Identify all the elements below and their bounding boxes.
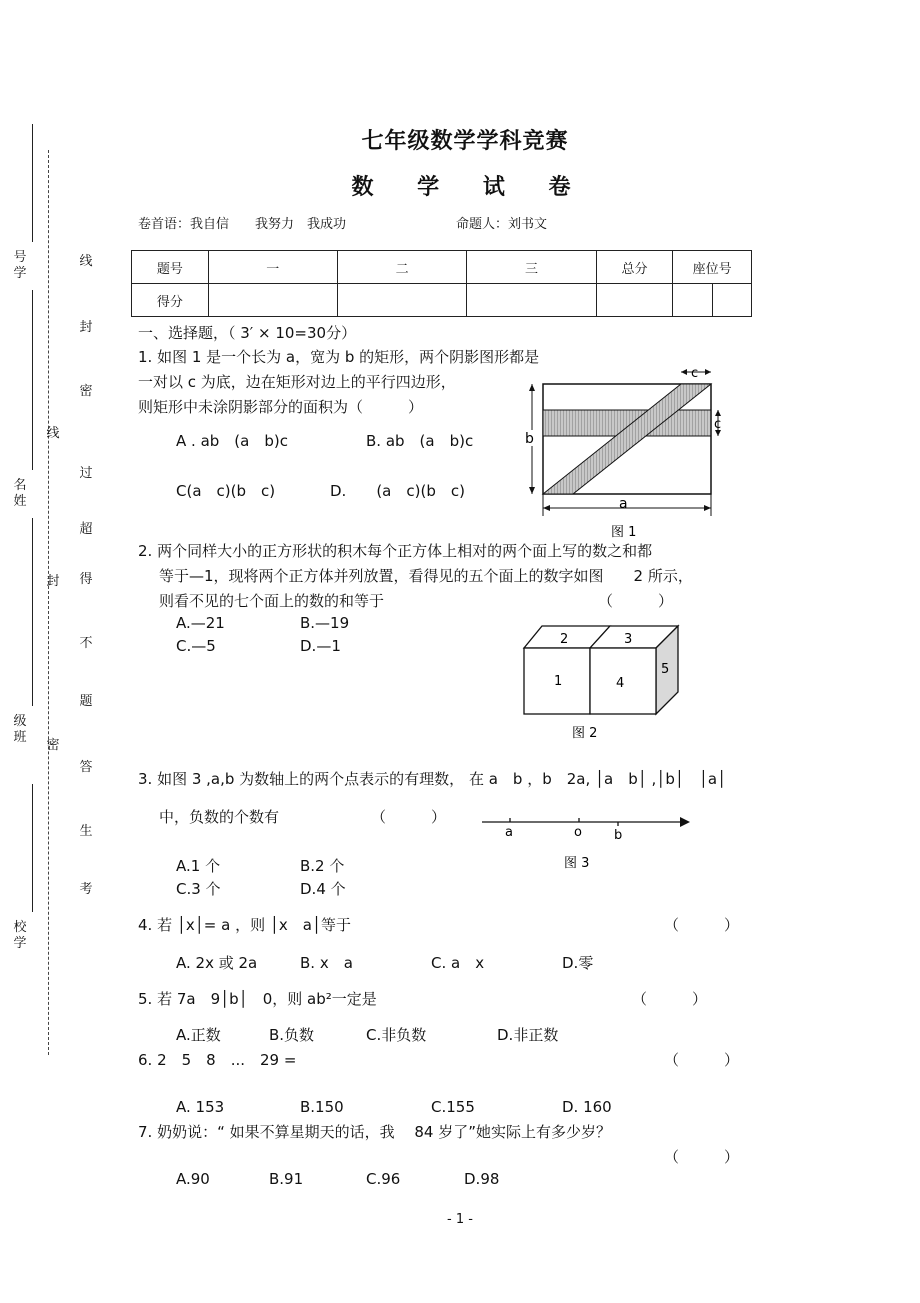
option-a[interactable]: A.—21 — [176, 614, 225, 632]
score-cell-input[interactable] — [337, 284, 466, 317]
answer-paren[interactable]: （ ） — [664, 916, 740, 934]
question-text: 中，负数的个数有 — [159, 808, 280, 826]
figure-3 — [480, 810, 695, 872]
option-c[interactable]: C.—5 — [176, 637, 216, 655]
margin-label: 答 — [79, 760, 93, 775]
margin-label: 学 — [13, 266, 27, 281]
exam-title: 七年级数学学科竞赛 — [361, 129, 569, 154]
margin-line — [32, 330, 33, 331]
margin-label: 超 — [79, 522, 93, 537]
margin-label: 名 — [13, 478, 27, 493]
answer-paren[interactable]: （ ） — [598, 592, 674, 610]
question-text: 1. 如图 1 是一个长为 a，宽为 b 的矩形，两个阴影图形都是 — [138, 348, 540, 366]
option-a[interactable]: A.正数 — [176, 1026, 221, 1044]
option-c[interactable]: C.3 个 — [176, 880, 221, 898]
score-cell-header: 题号 — [132, 251, 209, 284]
section-heading: 一、选择题，（ 3′ × 10=30分） — [138, 324, 357, 342]
axis-label: b — [614, 828, 623, 843]
figure-2 — [520, 622, 685, 746]
fig1-label-b: b — [525, 431, 534, 447]
margin-line — [32, 290, 33, 470]
option-b[interactable]: B.91 — [269, 1170, 304, 1188]
fig1-arrowhead — [543, 505, 550, 511]
fig1-slanted-band — [543, 384, 711, 494]
option-a[interactable]: A . ab (a b)c — [176, 432, 288, 450]
fig3-caption: 图 3 — [564, 856, 590, 871]
question-text: 4. 若 │x│= a ，则 │x a│等于 — [138, 916, 351, 934]
option-d[interactable]: D.零 — [562, 954, 594, 972]
fig1-arrowhead — [705, 369, 711, 375]
option-d[interactable]: D.4 个 — [300, 880, 346, 898]
margin-label: 线 — [46, 426, 60, 441]
score-table — [131, 250, 752, 317]
answer-paren[interactable]: （ ） — [632, 990, 708, 1008]
option-a[interactable]: A. 153 — [176, 1098, 225, 1116]
margin-line — [32, 518, 33, 706]
margin-label: 封 — [46, 574, 60, 589]
option-c[interactable]: C.155 — [431, 1098, 475, 1116]
margin-label: 考 — [79, 882, 93, 897]
fig1-arrowhead — [681, 369, 687, 375]
score-cell-label: 得分 — [132, 284, 209, 317]
question-text: 3. 如图 3 ,a,b 为数轴上的两个点表示的有理数， 在 a b ，b 2a, │a b│ ,│b│ │a│ — [138, 770, 727, 788]
seat-cell-input[interactable] — [712, 284, 751, 317]
margin-label: 级 — [13, 714, 27, 729]
option-d[interactable]: D.98 — [464, 1170, 500, 1188]
figure-1 — [515, 360, 725, 540]
face-number: 3 — [624, 632, 633, 647]
fig2-caption: 图 2 — [572, 726, 598, 741]
question-text: 2. 两个同样大小的正方形状的积木每个正方体上相对的两个面上写的数之和都 — [138, 542, 653, 560]
score-cell-header: 二 — [337, 251, 466, 284]
fig1-arrowhead — [704, 505, 711, 511]
option-c[interactable]: C.96 — [366, 1170, 401, 1188]
face-number: 4 — [616, 676, 625, 691]
exam-motto: 卷首语：我自信 我努力 我成功 — [138, 217, 347, 232]
score-cell-header: 总分 — [596, 251, 673, 284]
margin-label: 线 — [79, 254, 93, 269]
margin-label: 生 — [79, 824, 93, 839]
score-cell-input[interactable] — [596, 284, 673, 317]
answer-paren[interactable]: （ ） — [664, 1051, 740, 1069]
margin-label: 密 — [46, 738, 60, 753]
question-text: 7. 奶奶说：“ 如果不算星期天的话，我 84 岁了”她实际上有多少岁？ — [138, 1123, 612, 1141]
fig1-arrowhead — [715, 410, 721, 416]
score-cell-header: 座位号 — [673, 251, 752, 284]
question-text: 则看不见的七个面上的数的和等于 — [159, 592, 385, 610]
option-d[interactable]: D. (a c)(b c) — [330, 482, 465, 500]
margin-label: 密 — [79, 384, 93, 399]
score-cell-header: 三 — [467, 251, 596, 284]
margin-label: 学 — [13, 936, 27, 951]
fig1-label-c-right: c — [714, 417, 722, 432]
option-b[interactable]: B.150 — [300, 1098, 344, 1116]
option-d[interactable]: D. 160 — [562, 1098, 612, 1116]
question-text: 等于—1，现将两个正方体并列放置，看得见的五个面上的数字如图 2 所示， — [159, 567, 693, 585]
margin-label: 过 — [79, 466, 93, 481]
margin-label: 姓 — [13, 494, 27, 509]
fig1-arrowhead — [529, 487, 535, 494]
margin-label: 班 — [13, 730, 27, 745]
question-text: 一对以 c 为底，边在矩形对边上的平行四边形， — [138, 373, 456, 391]
margin-label: 封 — [79, 320, 93, 335]
number-line-arrow — [680, 817, 690, 827]
fig1-arrowhead — [529, 384, 535, 391]
option-d[interactable]: D.非正数 — [497, 1026, 559, 1044]
option-c[interactable]: C(a c)(b c) — [176, 482, 276, 500]
fig1-label-c-top: c — [691, 366, 699, 381]
question-text: 6. 2 5 8 ... 29 = — [138, 1051, 297, 1069]
face-number: 1 — [554, 674, 563, 689]
option-a[interactable]: A.1 个 — [176, 857, 221, 875]
page-number: - 1 - — [447, 1212, 473, 1227]
option-b[interactable]: B.2 个 — [300, 857, 345, 875]
question-text: 5. 若 7a 9│b│ 0，则 ab²一定是 — [138, 990, 377, 1008]
option-c[interactable]: C.非负数 — [366, 1026, 427, 1044]
option-b[interactable]: B. ab (a b)c — [366, 432, 474, 450]
answer-paren[interactable]: （ ） — [371, 808, 447, 826]
option-b[interactable]: B.负数 — [269, 1026, 315, 1044]
face-number: 5 — [661, 662, 670, 677]
margin-line — [32, 784, 33, 912]
score-cell-header: 一 — [208, 251, 337, 284]
option-b[interactable]: B.—19 — [300, 614, 350, 632]
dashed-cut-line — [48, 150, 49, 1055]
axis-label: a — [505, 825, 513, 840]
answer-paren[interactable]: （ ） — [664, 1148, 740, 1166]
margin-label: 得 — [79, 572, 93, 587]
fig1-label-a: a — [619, 496, 628, 512]
face-number: 2 — [560, 632, 569, 647]
score-cell-input[interactable] — [467, 284, 596, 317]
exam-author: 命题人：刘书文 — [456, 217, 548, 232]
axis-label: o — [574, 825, 582, 840]
option-b[interactable]: B. x a — [300, 954, 353, 972]
exam-subtitle: 数 学 试 卷 — [351, 175, 589, 200]
score-cell-input[interactable] — [208, 284, 337, 317]
option-a[interactable]: A. 2x 或 2a — [176, 954, 258, 972]
margin-label: 号 — [13, 250, 27, 265]
seat-cell-input[interactable] — [673, 284, 712, 317]
option-c[interactable]: C. a x — [431, 954, 485, 972]
margin-label: 不 — [79, 636, 93, 651]
fig1-caption: 图 1 — [611, 525, 637, 540]
option-a[interactable]: A.90 — [176, 1170, 210, 1188]
margin-label: 校 — [13, 920, 27, 935]
question-text: 则矩形中未涂阴影部分的面积为（ ） — [138, 398, 424, 416]
margin-label: 题 — [79, 694, 93, 709]
option-d[interactable]: D.—1 — [300, 637, 341, 655]
